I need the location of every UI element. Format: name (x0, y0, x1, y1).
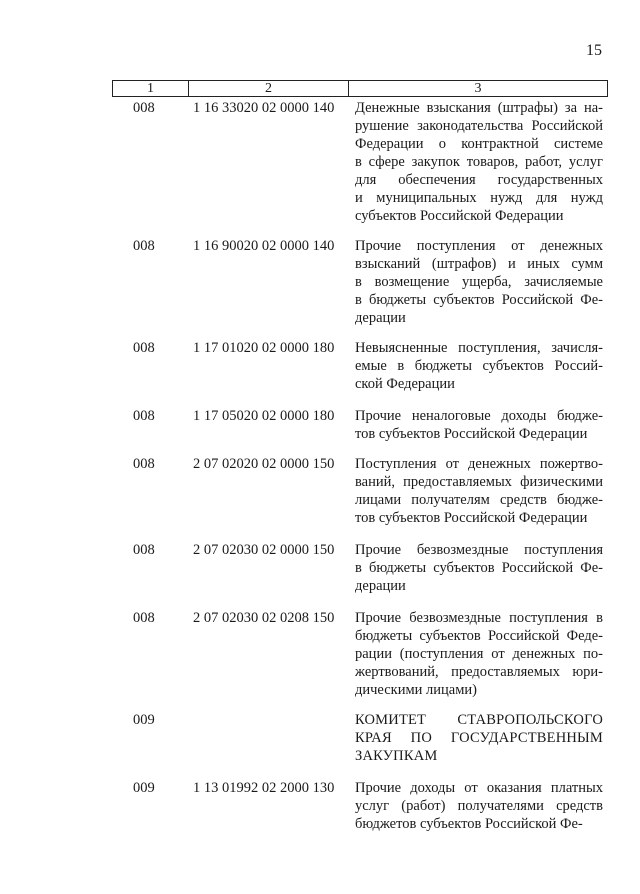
revenue-classification-code: 1 13 01992 02 2000 130 (193, 780, 335, 796)
description-line: тов субъектов Российской Федерации (355, 510, 588, 526)
revenue-description (355, 339, 603, 393)
revenue-description (355, 407, 603, 443)
column-header-2: 2 (189, 81, 349, 96)
description-line: рушение законодательства Российской (355, 118, 603, 134)
table-row (112, 99, 608, 225)
description-line: услуг (работ) получателями средств (355, 798, 603, 814)
table-row (112, 779, 608, 833)
description-line: тов субъектов Российской Федерации (355, 426, 588, 442)
description-line: жертвований, предоставляемых юри- (355, 664, 603, 680)
revenue-description (355, 779, 603, 833)
revenue-codes-table (112, 80, 608, 832)
column-header-1: 1 (113, 81, 189, 96)
revenue-description (355, 99, 603, 225)
description-line: бюджеты субъектов Российской Феде- (355, 628, 603, 644)
description-line: емые в бюджеты субъектов Россий- (355, 358, 603, 374)
description-line: рации (поступления от денежных по- (355, 646, 603, 662)
description-line: ской Федерации (355, 376, 455, 392)
table-row (112, 237, 608, 327)
table-row (112, 407, 608, 443)
revenue-description (355, 455, 603, 527)
revenue-description (355, 711, 603, 765)
description-line: КОМИТЕТ СТАВРОПОЛЬСКОГО (355, 712, 603, 728)
chapter-code: 008 (133, 238, 155, 254)
table-header-row (112, 80, 608, 97)
revenue-description (355, 541, 603, 595)
revenue-classification-code: 1 16 33020 02 0000 140 (193, 100, 335, 116)
chapter-code: 008 (133, 340, 155, 356)
table-row (112, 339, 608, 393)
description-line: субъектов Российской Федерации (355, 208, 564, 224)
revenue-classification-code: 1 17 05020 02 0000 180 (193, 408, 335, 424)
description-line: КРАЯ ПО ГОСУДАРСТВЕННЫМ (355, 730, 603, 746)
revenue-classification-code: 2 07 02030 02 0208 150 (193, 610, 335, 626)
table-row (112, 541, 608, 595)
description-line: дерации (355, 310, 406, 326)
chapter-code: 009 (133, 712, 155, 728)
description-line: взысканий (штрафов) и иных сумм (355, 256, 603, 272)
description-line: Прочие доходы от оказания платных (355, 780, 603, 796)
description-line: Федерации о контрактной системе (355, 136, 603, 152)
revenue-description (355, 609, 603, 699)
table-row (112, 711, 608, 765)
description-line: в возмещение ущерба, зачисляемые (355, 274, 603, 290)
description-line: в сфере закупок товаров, работ, услуг (355, 154, 603, 170)
revenue-description (355, 237, 603, 327)
description-line: ЗАКУПКАМ (355, 748, 438, 764)
chapter-code: 009 (133, 780, 155, 796)
revenue-classification-code: 2 07 02020 02 0000 150 (193, 456, 335, 472)
column-header-3: 3 (474, 81, 482, 96)
description-line: Поступления от денежных пожертво- (355, 456, 603, 472)
description-line: Денежные взыскания (штрафы) за на- (355, 100, 603, 116)
chapter-code: 008 (133, 100, 155, 116)
description-line: дическими лицами) (355, 682, 477, 698)
description-line: Прочие неналоговые доходы бюдже- (355, 408, 603, 424)
revenue-classification-code: 1 17 01020 02 0000 180 (193, 340, 335, 356)
description-line: в бюджеты субъектов Российской Фе- (355, 292, 603, 308)
table-row (112, 609, 608, 699)
description-line: Прочие безвозмездные поступления в (355, 610, 603, 626)
description-line: Прочие поступления от денежных (355, 238, 603, 254)
description-line: Прочие безвозмездные поступления (355, 542, 603, 558)
chapter-code: 008 (133, 456, 155, 472)
revenue-classification-code: 1 16 90020 02 0000 140 (193, 238, 335, 254)
description-line: для обеспечения государственных (355, 172, 603, 188)
page-number: 15 (586, 42, 602, 59)
description-line: дерации (355, 578, 406, 594)
description-line: и муниципальных нужд для нужд (355, 190, 603, 206)
chapter-code: 008 (133, 610, 155, 626)
description-line: ваний, предоставляемых физическими (355, 474, 603, 490)
description-line: бюджетов субъектов Российской Фе- (355, 816, 583, 832)
revenue-classification-code: 2 07 02030 02 0000 150 (193, 542, 335, 558)
description-line: Невыясненные поступления, зачисля- (355, 340, 603, 356)
table-row (112, 455, 608, 527)
chapter-code: 008 (133, 542, 155, 558)
description-line: в бюджеты субъектов Российской Фе- (355, 560, 603, 576)
chapter-code: 008 (133, 408, 155, 424)
description-line: лицами получателям средств бюдже- (355, 492, 603, 508)
